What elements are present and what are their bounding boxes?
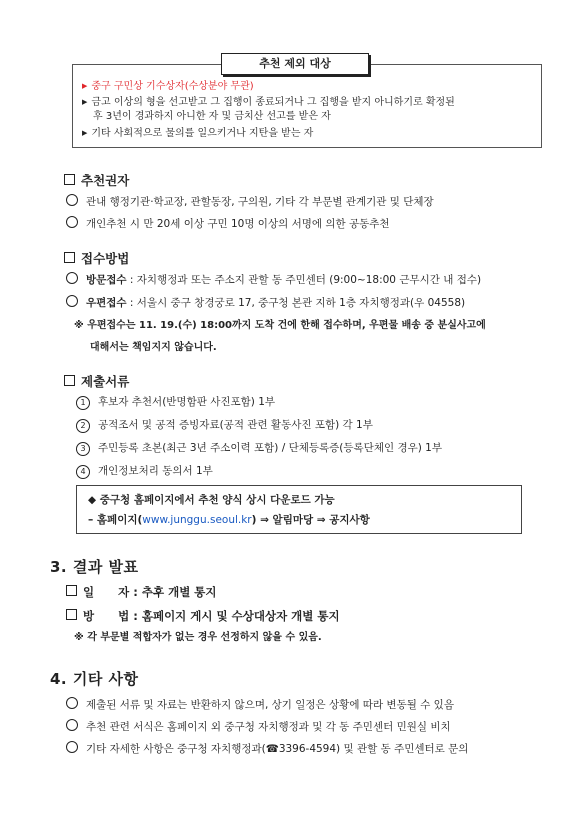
reception-note-continuation: 대해서는 책임지지 않습니다. [90, 342, 217, 353]
section-heading-reception: 접수방법 [64, 249, 129, 267]
triangle-bullet-icon: ▶ [82, 82, 88, 90]
triangle-bullet-icon: ▶ [82, 129, 88, 137]
circle-bullet-icon [66, 295, 78, 307]
list-item: 제출된 서류 및 자료는 반환하지 않으며, 상기 일정은 상황에 따라 변동될 수 있음 [66, 697, 546, 713]
list-item: 기타 자세한 사항은 중구청 자치행정과(☎3396-4594) 및 관할 동 주민센터로 문의 [66, 741, 546, 757]
results-row-date: 일 자 : 추후 개별 통지 [66, 584, 217, 600]
circled-number: 4 [76, 465, 90, 479]
list-item: 관내 행정기관·학교장, 관할동장, 구의원, 기타 각 부문별 관계기관 및 단체장 [66, 194, 546, 210]
list-item: 방문접수 : 자치행정과 또는 주소지 관할 동 주민센터 (9:00~18:00 근무시간 내 접수) [66, 272, 546, 288]
download-info-line: ◆ 중구청 홈페이지에서 추천 양식 상시 다운로드 가능 [88, 494, 335, 506]
circle-bullet-icon [66, 216, 78, 228]
exclusion-item-continuation: 후 3년이 경과하지 아니한 자 및 금치산 선고를 받은 자 [93, 111, 331, 122]
section-heading-documents: 제출서류 [64, 372, 129, 390]
circle-bullet-icon [66, 741, 78, 753]
download-path-line: – 홈페이지(www.junggu.seoul.kr) ⇒ 알림마당 ⇒ 공지사항 [88, 514, 370, 526]
square-bullet-icon [66, 609, 77, 620]
homepage-link[interactable]: www.junggu.seoul.kr [142, 514, 252, 526]
list-item: 우편접수 : 서울시 중구 창경궁로 17, 중구청 본관 지하 1층 자치행정과(우 04558) [66, 295, 546, 311]
exclusion-item: ▶ 기타 사회적으로 물의를 일으키거나 지탄을 받는 자 [82, 128, 314, 139]
section-heading-results: 3. 결과 발표 [50, 558, 139, 576]
list-item: 개인추천 시 만 20세 이상 구민 10명 이상의 서명에 의한 공동추천 [66, 216, 546, 232]
list-item: 3 주민등록 초본(최근 3년 주소이력 포함) / 단체등록증(등록단체인 경우) 1부 [76, 440, 546, 456]
circle-bullet-icon [66, 194, 78, 206]
circle-bullet-icon [66, 272, 78, 284]
circle-bullet-icon [66, 719, 78, 731]
section-heading-recommender: 추천권자 [64, 171, 129, 189]
exclusion-item: ▶ 금고 이상의 형을 선고받고 그 집행이 종료되거나 그 집행을 받지 아니하기로 확정된 [82, 97, 455, 108]
square-bullet-icon [64, 252, 75, 263]
list-item: 1 후보자 추천서(반명함판 사진포함) 1부 [76, 394, 546, 410]
square-bullet-icon [64, 174, 75, 185]
circled-number: 1 [76, 396, 90, 410]
square-bullet-icon [64, 375, 75, 386]
circled-number: 2 [76, 419, 90, 433]
circle-bullet-icon [66, 697, 78, 709]
square-bullet-icon [66, 585, 77, 596]
results-row-method: 방 법 : 홈페이지 게시 및 수상대상자 개별 통지 [66, 608, 340, 624]
circled-number: 3 [76, 442, 90, 456]
reception-note: ※ 우편접수는 11. 19.(수) 18:00까지 도착 건에 한해 접수하며, 우편물 배송 중 분실사고에 [74, 320, 486, 331]
triangle-bullet-icon: ▶ [82, 98, 88, 106]
exclusion-title: 추천 제외 대상 [221, 53, 369, 75]
list-item: 추천 관련 서식은 홈페이지 외 중구청 자치행정과 및 각 동 주민센터 민원실 비치 [66, 719, 546, 735]
list-item: 2 공적조서 및 공적 증빙자료(공적 관련 활동사진 포함) 각 1부 [76, 417, 546, 433]
list-item: 4 개인정보처리 동의서 1부 [76, 463, 546, 479]
exclusion-item: ▶ 중구 구민상 기수상자(수상분야 무관) [82, 81, 254, 92]
results-note: ※ 각 부문별 적합자가 없는 경우 선정하지 않을 수 있음. [74, 632, 322, 643]
section-heading-misc: 4. 기타 사항 [50, 670, 139, 688]
